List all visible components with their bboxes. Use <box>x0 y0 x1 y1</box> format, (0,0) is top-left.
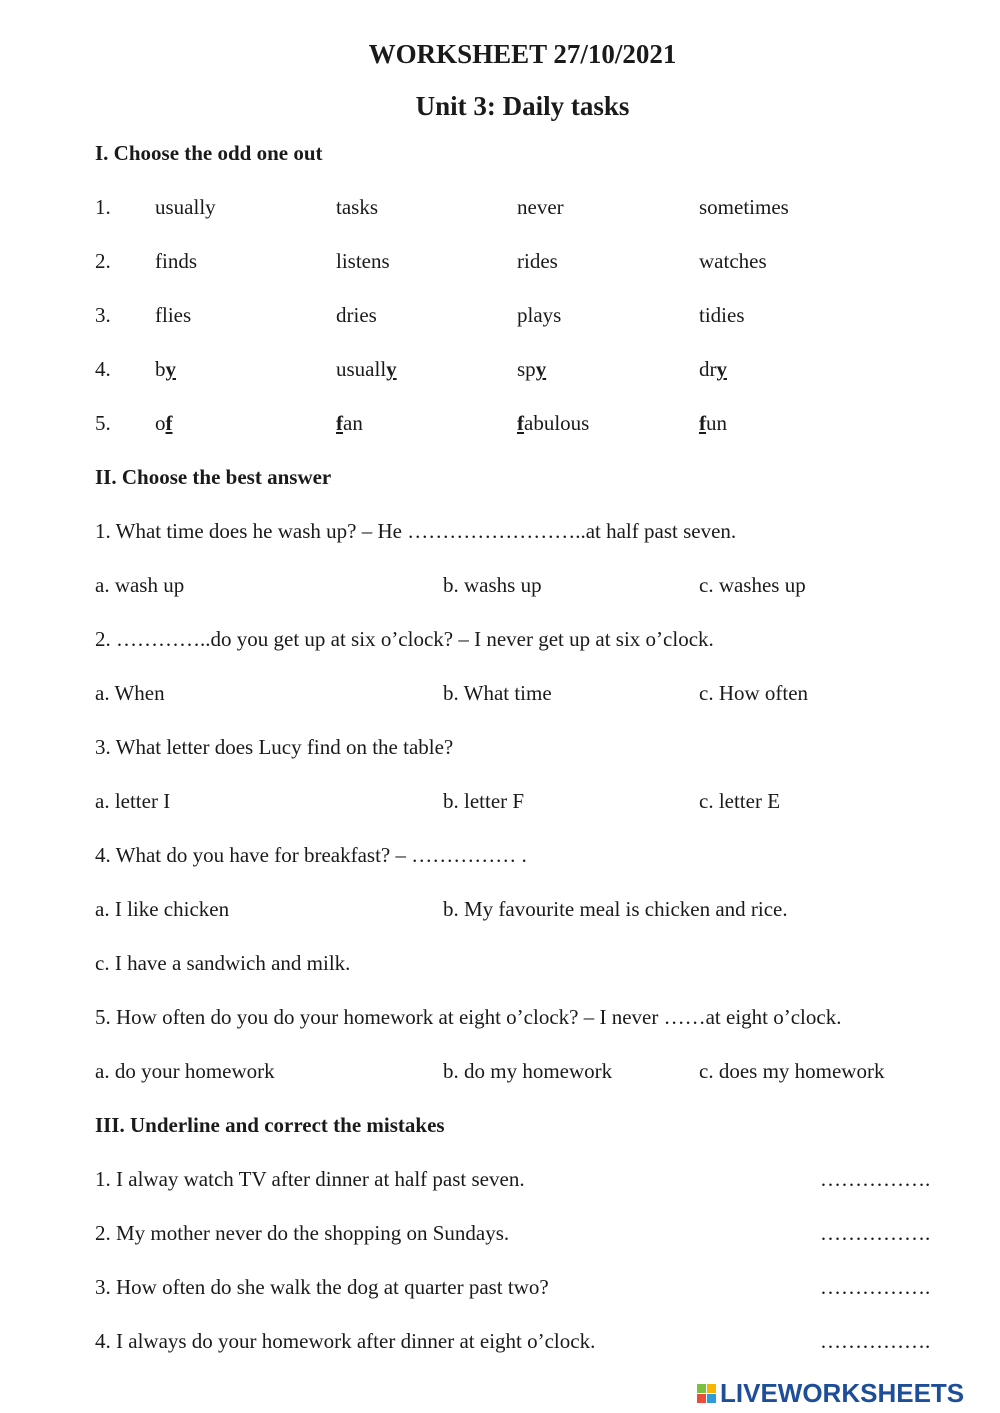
odd-one-out-word[interactable] <box>517 357 546 382</box>
word-part: un <box>706 411 727 435</box>
word-main: f <box>699 411 706 435</box>
word-main: tasks <box>336 195 378 219</box>
word-part: an <box>343 411 363 435</box>
word-part: sp <box>517 357 536 381</box>
odd-one-out-word[interactable] <box>155 249 197 274</box>
word-main: f <box>165 411 173 435</box>
word-main: dries <box>336 303 377 327</box>
question-4: 4. What do you have for breakfast? – …………… . <box>95 843 527 867</box>
odd-one-out-word[interactable] <box>699 195 789 220</box>
odd-one-out-word[interactable] <box>155 195 216 220</box>
odd-one-out-word[interactable] <box>517 303 561 328</box>
mistake-sentence-3: 3. How often do she walk the dog at quarter past two? <box>95 1275 549 1299</box>
odd-one-out-word[interactable] <box>517 249 558 274</box>
worksheet-title: WORKSHEET 27/10/2021 <box>368 39 677 69</box>
odd-one-out-number: 2. <box>95 249 111 273</box>
question-5-option-a: a. do your homework <box>95 1059 275 1083</box>
mistake-sentence-1: 1. I alway watch TV after dinner at half past seven. <box>95 1167 525 1191</box>
question-1-option-a: a. wash up <box>95 573 185 597</box>
odd-one-out-number: 1. <box>95 195 111 219</box>
word-part: dr <box>699 357 717 381</box>
mistake-answer-blank-1[interactable]: ……………. <box>820 1167 931 1191</box>
question-3-option-c: c. letter E <box>699 789 781 813</box>
word-main: tidies <box>699 303 745 327</box>
word-part: b <box>155 357 166 381</box>
odd-one-out-word[interactable] <box>699 303 745 328</box>
odd-one-out-word[interactable] <box>517 195 564 220</box>
odd-one-out-number: 4. <box>95 357 111 381</box>
word-main: listens <box>336 249 390 273</box>
odd-one-out-word[interactable] <box>155 303 191 328</box>
mistake-answer-blank-2[interactable]: ……………. <box>820 1221 931 1245</box>
odd-one-out-word[interactable] <box>517 411 589 436</box>
mistake-answer-blank-3[interactable]: ……………. <box>820 1275 931 1299</box>
word-main: y <box>716 357 727 381</box>
logo-text: LIVEWORKSHEETS <box>720 1377 965 1408</box>
question-1-option-c: c. washes up <box>699 573 806 597</box>
question-3-option-b: b. letter F <box>443 789 525 813</box>
word-main: plays <box>517 303 562 327</box>
odd-one-out-word[interactable] <box>155 411 173 436</box>
word-part: usuall <box>336 357 387 381</box>
word-main: rides <box>517 249 558 273</box>
question-2-option-b: b. What time <box>443 681 552 705</box>
odd-one-out-word[interactable] <box>336 249 390 274</box>
section-3-heading: III. Underline and correct the mistakes <box>95 1113 445 1137</box>
word-main: usually <box>155 195 216 219</box>
odd-one-out-word[interactable] <box>336 195 378 220</box>
question-4-option-b: b. My favourite meal is chicken and rice. <box>443 897 788 921</box>
odd-one-out-word[interactable] <box>699 411 727 436</box>
odd-one-out-number: 3. <box>95 303 111 327</box>
word-main: f <box>517 411 524 435</box>
word-main: sometimes <box>699 195 789 219</box>
section-2-heading: II. Choose the best answer <box>95 465 332 489</box>
question-5: 5. How often do you do your homework at eight o’clock? – I never ……at eight o’clock. <box>95 1005 842 1029</box>
odd-one-out-word[interactable] <box>336 411 363 436</box>
question-5-option-b: b. do my homework <box>443 1059 613 1083</box>
section-1-heading: I. Choose the odd one out <box>95 141 323 165</box>
odd-one-out-word[interactable] <box>336 357 397 382</box>
question-4-option-a: a. I like chicken <box>95 897 230 921</box>
odd-one-out-word[interactable] <box>155 357 176 382</box>
word-part: abulous <box>524 411 590 435</box>
logo-blocks-icon <box>697 1384 716 1403</box>
question-1-option-b: b. washs up <box>443 573 542 597</box>
mistake-sentence-2: 2. My mother never do the shopping on Sundays. <box>95 1221 510 1245</box>
question-3: 3. What letter does Lucy find on the table? <box>95 735 454 759</box>
question-5-option-c: c. does my homework <box>699 1059 885 1083</box>
word-main: flies <box>155 303 192 327</box>
word-main: y <box>386 357 397 381</box>
word-main: never <box>517 195 564 219</box>
odd-one-out-word[interactable] <box>699 357 727 382</box>
word-part: o <box>155 411 166 435</box>
mistake-sentence-4: 4. I always do your homework after dinner at eight o’clock. <box>95 1329 596 1353</box>
odd-one-out-number: 5. <box>95 411 111 435</box>
word-main: y <box>535 357 547 381</box>
question-3-option-a: a. letter I <box>95 789 171 813</box>
odd-one-out-word[interactable] <box>336 303 377 328</box>
question-2-option-c: c. How often <box>699 681 809 705</box>
question-4-option-c: c. I have a sandwich and milk. <box>95 951 351 975</box>
question-1: 1. What time does he wash up? – He ……………………..at half past seven. <box>95 519 737 543</box>
word-main: finds <box>155 249 197 273</box>
liveworksheets-logo <box>697 1378 964 1408</box>
word-main: y <box>165 357 176 381</box>
odd-one-out-word[interactable] <box>699 249 767 274</box>
question-2-option-a: a. When <box>95 681 165 705</box>
word-main: watches <box>699 249 767 273</box>
word-main: f <box>336 411 343 435</box>
mistake-answer-blank-4[interactable]: ……………. <box>820 1329 931 1353</box>
unit-title: Unit 3: Daily tasks <box>415 91 630 121</box>
question-2: 2. …………..do you get up at six o’clock? – I never get up at six o’clock. <box>95 627 714 651</box>
